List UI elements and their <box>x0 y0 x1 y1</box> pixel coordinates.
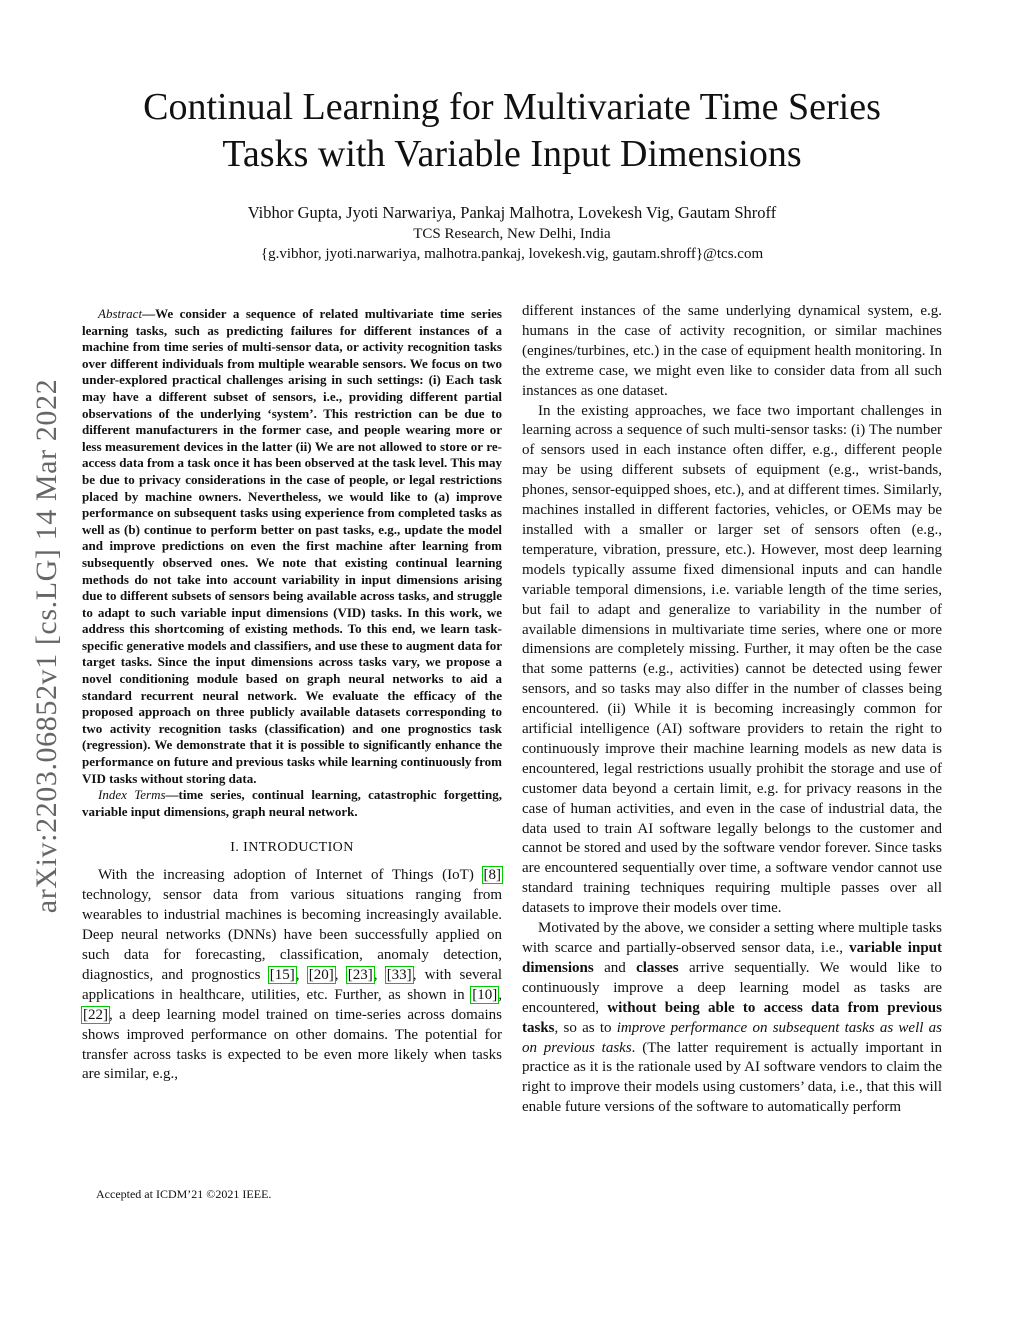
emails: {g.vibhor, jyoti.narwariya, malhotra.pankaj, lovekesh.vig, gautam.shroff}@tcs.com <box>260 246 764 262</box>
title-line-2: Tasks with Variable Input Dimensions <box>222 133 802 175</box>
index-terms <box>82 787 502 820</box>
abstract-text: —We consider a sequence of related multivariate time series learning tasks, such as predicting failures for different instances of a machine from time series of multi-sensor data, or activity recognition tasks over different individuals from multiple wearable sensors. We focus on two under-explored practical challenges arising in such settings: (i) Each task may have a different subset of sensors, i.e., providing different partial observations of the underlying ‘system’. This restriction can be due to different manufacturers in the former case, and people wearing more or less measurement devices in the latter (ii) We are not allowed to store or re-access data from a task once it has been observed at the task level. This may be due to privacy considerations in the case of people, or legal restrictions placed by machine owners. Nevertheless, we would like to (a) improve performance on subsequent tasks using experience from completed tasks as well as (b) continue to perform better on past tasks, e.g., update the model and improve predictions on even the first machine after learning from subsequently observed ones. We note that existing continual learning methods do not take into account variability in input dimensions arising due to different subsets of sensors being available across tasks, and struggle to adapt to such variable input dimensions (VID) tasks. In this work, we address this shortcoming of existing methods. To this end, we learn task-specific generative models and classifiers, and use these to augment data for target tasks. Since the input dimensions across tasks vary, we propose a novel conditioning module based on graph neural networks to aid a standard recurrent neural network. We evaluate the efficacy of the proposed approach on three publicly available datasets corresponding to two activity recognition tasks (classification) and one prognostics task (regression). We demonstrate that it is possible to significantly enhance the performance on future and previous tasks while learning continuously from VID tasks without storing data. <box>82 306 502 786</box>
arxiv-stamp <box>30 346 64 946</box>
index-terms-text: —time series, continual learning, catastrophic forgetting, variable input dimensions, graph neural network. <box>82 787 502 819</box>
citation-link[interactable]: [33] <box>386 966 412 983</box>
citation-link[interactable]: [20] <box>308 966 334 983</box>
abstract-lead: Abstract <box>98 306 143 321</box>
intro-paragraph-3: Motivated by the above, we consider a setting where multiple tasks with scarce and partially-observed sensor data, i.e., variable input dimensions and classes arrive sequentially. We would like to continuously improve a deep learning model as tasks are encountered, without being able to access data from previous tasks, so as to improve performance on subsequent tasks as well as on previous tasks. (The latter requirement is actually important in practice as it is the rationale used by AI software vendors to claim the right to improve their models using customers’ data, i.e., that this will enable future versions of the software to automatically perform <box>522 920 942 1116</box>
citation-link[interactable]: [23] <box>347 966 373 983</box>
intro-paragraph-continued: different instances of the same underlying dynamical system, e.g. humans in the case of activity recognition, or similar machines (engines/turbines, etc.) in the case of equipment health monitoring. In the extreme case, we might even like to consider data from all such instances as one dataset. <box>522 303 942 399</box>
footnote: Accepted at ICDM’21 ©2021 IEEE. <box>96 1187 272 1201</box>
citation-link[interactable]: [22] <box>83 1006 108 1023</box>
paper-title <box>0 84 1024 178</box>
abstract <box>82 306 502 787</box>
intro-paragraph-2: In the existing approaches, we face two important challenges in learning across a sequence of such multi-sensor tasks: (i) The number of sensors used in each instance often differ, e.g., different people may be using different subsets of equipment (e.g., wrist-bands, phones, sensor-equipped shoes, etc.), and at different times. Similarly, machines installed in different factories, vehicles, or OEMs may be installed with a smaller or larger set of sensors often (e.g., temperature, vibration, pressure, etc.). However, most deep learning models typically assume fixed dimensional inputs and can handle variable temporal dimensions, i.e. variable length of the time series, but fail to adapt and generalize to variability in the number of available dimensions in multivariate time series, where one or more dimensions are completely missing. Further, it may often be the case that some patterns (e.g., activities) cannot be detected using fewer sensors, and so tasks may also differ in the number of classes being encountered. (ii) While it is becoming increasingly common for artificial intelligence (AI) software providers to retain the right to continuously improve their machine learning models as new data is encountered, legal restrictions usually prohibit the storage and use of customer data beyond a certain limit, e.g. for privacy reasons in the case of human activities, and even in the case of industrial data, the data used to train AI software legally belongs to the customer and cannot be stored and used by the software vendor forever. Since tasks are encountered sequentially over time, a software vendor cannot use standard training techniques requiring multiple passes over all datasets to improve their models over time. <box>522 402 943 917</box>
right-column <box>522 302 942 1118</box>
citation-link[interactable]: [10] <box>472 986 498 1003</box>
title-line-1: Continual Learning for Multivariate Time Series <box>143 86 881 128</box>
affiliation: TCS Research, New Delhi, India <box>413 226 611 242</box>
citation-link[interactable]: [15] <box>269 966 295 983</box>
section-heading-introduction: I. INTRODUCTION <box>230 840 354 856</box>
citation-link[interactable]: [8] <box>483 867 501 884</box>
left-column <box>82 306 502 1085</box>
authors: Vibhor Gupta, Jyoti Narwariya, Pankaj Malhotra, Lovekesh Vig, Gautam Shroff <box>247 203 777 222</box>
index-terms-lead: Index Terms <box>98 787 166 803</box>
arxiv-id: arXiv:2203.06852v1 [cs.LG] 14 Mar 2022 <box>30 378 64 914</box>
intro-paragraph-1: With the increasing adoption of Internet of Things (IoT) [8] technology, sensor data from various situations ranging from wearables to industrial machines is becoming increasingly available. Deep neural networks (DNNs) have been successfully applied on such data for forecasting, classification, anomaly detection, diagnostics, and prognostics [15], [20], [23], [33], with several applications in healthcare, utilities, etc. Further, as shown in [10], [22], a deep learning model trained on time-series across domains shows improved performance on other domains. The potential for transfer across tasks is expected to be even more likely when tasks are similar, e.g., <box>82 867 503 1083</box>
